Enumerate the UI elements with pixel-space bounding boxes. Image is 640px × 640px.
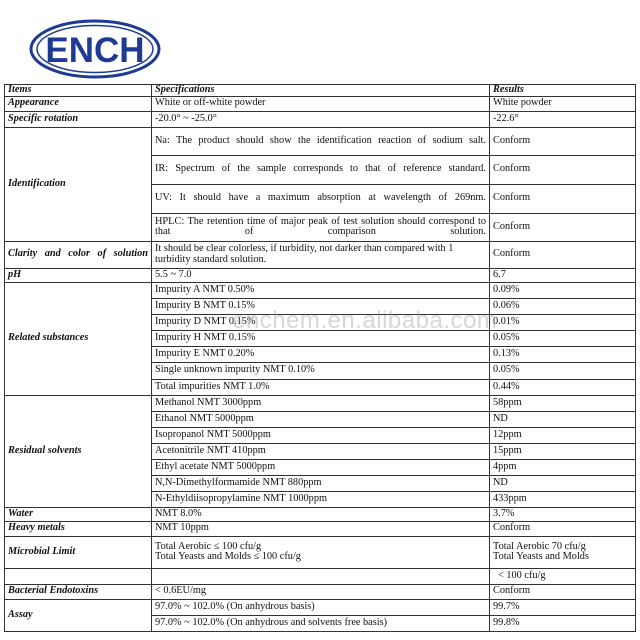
row-result: 0.05% bbox=[490, 362, 636, 379]
header-results: Results bbox=[490, 85, 636, 97]
table-row bbox=[5, 241, 636, 268]
row-result: 0.06% bbox=[490, 298, 636, 314]
row-item: pH bbox=[5, 268, 152, 282]
row-spec: N,N-Dimethylformamide NMT 880ppm bbox=[152, 475, 490, 491]
logo-text: ENCH bbox=[45, 31, 145, 70]
row-result: -22.6° bbox=[490, 111, 636, 127]
row-result: Conform bbox=[490, 521, 636, 536]
table-row bbox=[5, 268, 636, 282]
row-spec: NMT 8.0% bbox=[152, 507, 490, 521]
row-spec: Total Aerobic ≤ 100 cfu/g Total Yeasts and Molds ≤ 100 cfu/g bbox=[152, 536, 490, 568]
watermark: enchem.en.alibaba.com bbox=[232, 307, 498, 334]
table-row bbox=[5, 395, 636, 411]
row-result: 15ppm bbox=[490, 443, 636, 459]
row-result: 3.7% bbox=[490, 507, 636, 521]
row-result: 99.7% bbox=[490, 599, 636, 615]
row-spec: N-Ethyldiisopropylamine NMT 1000ppm bbox=[152, 491, 490, 507]
row-result: 58ppm bbox=[490, 395, 636, 411]
table-row bbox=[5, 507, 636, 521]
row-spec: NMT 10ppm bbox=[152, 521, 490, 536]
row-item: Identification bbox=[5, 127, 152, 241]
table-row bbox=[5, 111, 636, 127]
row-result: Conform bbox=[490, 184, 636, 213]
row-spec: Na: The product should show the identification reaction of sodium salt. bbox=[152, 127, 490, 155]
row-spec: HPLC: The retention time of major peak of test solution should correspond to that of comparison solution. bbox=[152, 213, 490, 241]
row-spec: Isopropanol NMT 5000ppm bbox=[152, 427, 490, 443]
header-items: Items bbox=[5, 85, 152, 97]
row-spec: Total impurities NMT 1.0% bbox=[152, 379, 490, 395]
row-result: ND bbox=[490, 411, 636, 427]
row-item: Water bbox=[5, 507, 152, 521]
row-result: 0.01% bbox=[490, 314, 636, 330]
row-spec: Impurity A NMT 0.50% bbox=[152, 282, 490, 298]
table-row bbox=[5, 584, 636, 599]
row-result: Conform bbox=[490, 241, 636, 268]
row-item: Clarity and color of solution bbox=[5, 241, 152, 268]
table-row bbox=[5, 568, 636, 584]
row-spec: Acetonitrile NMT 410ppm bbox=[152, 443, 490, 459]
row-result: 12ppm bbox=[490, 427, 636, 443]
row-spec: 5.5 ~ 7.0 bbox=[152, 268, 490, 282]
row-result: 99.8% bbox=[490, 615, 636, 631]
row-spec: 97.0% ~ 102.0% (On anhydrous and solvents free basis) bbox=[152, 615, 490, 631]
row-spec: Ethyl acetate NMT 5000ppm bbox=[152, 459, 490, 475]
table-row bbox=[5, 536, 636, 568]
row-result: 0.13% bbox=[490, 346, 636, 362]
row-item: Microbial Limit bbox=[5, 536, 152, 568]
row-result: Conform bbox=[490, 213, 636, 241]
row-item: Heavy metals bbox=[5, 521, 152, 536]
row-item: Related substances bbox=[5, 282, 152, 395]
row-spec: Ethanol NMT 5000ppm bbox=[152, 411, 490, 427]
row-result: 433ppm bbox=[490, 491, 636, 507]
table-row bbox=[5, 282, 636, 298]
row-spec: -20.0° ~ -25.0° bbox=[152, 111, 490, 127]
row-result: Conform bbox=[490, 127, 636, 155]
row-result: 0.05% bbox=[490, 330, 636, 346]
row-item: Specific rotation bbox=[5, 111, 152, 127]
row-spec: Impurity D NMT 0.15% bbox=[152, 314, 490, 330]
table-row bbox=[5, 127, 636, 155]
row-spec: Methanol NMT 3000ppm bbox=[152, 395, 490, 411]
row-item: Residual solvents bbox=[5, 395, 152, 507]
row-result: ND bbox=[490, 475, 636, 491]
table-row bbox=[5, 96, 636, 111]
row-result: Total Aerobic 70 cfu/g Total Yeasts and Molds bbox=[490, 536, 636, 568]
row-result: 6.7 bbox=[490, 268, 636, 282]
row-result: White powder bbox=[490, 96, 636, 111]
row-spec: It should be clear colorless, if turbidity, not darker than compared with 1 turbidity standard solution. bbox=[152, 241, 490, 268]
coa-table bbox=[4, 84, 636, 632]
table-header bbox=[5, 85, 636, 97]
row-item: Assay bbox=[5, 599, 152, 631]
row-spec: UV: It should have a maximum absorption at wavelength of 269nm. bbox=[152, 184, 490, 213]
row-spec: Impurity B NMT 0.15% bbox=[152, 298, 490, 314]
row-result: Conform bbox=[490, 155, 636, 184]
row-result: 0.44% bbox=[490, 379, 636, 395]
row-result: 4ppm bbox=[490, 459, 636, 475]
row-result: 0.09% bbox=[490, 282, 636, 298]
row-result: < 100 cfu/g bbox=[490, 568, 636, 584]
row-spec: Impurity E NMT 0.20% bbox=[152, 346, 490, 362]
ench-logo bbox=[28, 18, 162, 80]
row-item: Appearance bbox=[5, 96, 152, 111]
header-specifications: Specifications bbox=[152, 85, 490, 97]
row-spec: IR: Spectrum of the sample corresponds to that of reference standard. bbox=[152, 155, 490, 184]
row-spec: Impurity H NMT 0.15% bbox=[152, 330, 490, 346]
row-spec: < 0.6EU/mg bbox=[152, 584, 490, 599]
row-item: Bacterial Endotoxins bbox=[5, 584, 152, 599]
table-row bbox=[5, 521, 636, 536]
row-spec: White or off-white powder bbox=[152, 96, 490, 111]
row-spec: 97.0% ~ 102.0% (On anhydrous basis) bbox=[152, 599, 490, 615]
row-spec: Single unknown impurity NMT 0.10% bbox=[152, 362, 490, 379]
row-result: Conform bbox=[490, 584, 636, 599]
table-row bbox=[5, 599, 636, 615]
